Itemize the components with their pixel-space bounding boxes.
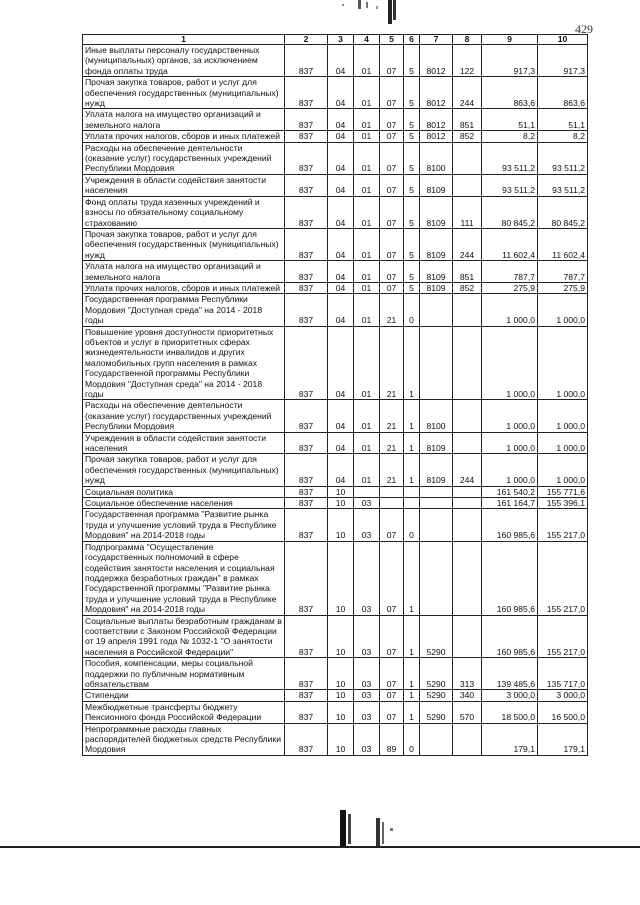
table-row bbox=[83, 615, 588, 658]
cell-c3: 10 bbox=[328, 509, 354, 541]
cell-c5: 07 bbox=[380, 658, 404, 690]
cell-c10: 93 511,2 bbox=[538, 174, 588, 196]
cell-c2: 837 bbox=[285, 131, 328, 142]
cell-c9: 1 000,0 bbox=[482, 294, 538, 326]
cell-c6: 0 bbox=[404, 509, 420, 541]
column-header: 7 bbox=[420, 35, 453, 45]
table-row bbox=[83, 142, 588, 174]
cell-c9: 1 000,0 bbox=[482, 432, 538, 454]
cell-c5: 21 bbox=[380, 454, 404, 486]
cell-c7: 8109 bbox=[420, 196, 453, 228]
cell-c5: 07 bbox=[380, 228, 404, 260]
table-row bbox=[83, 294, 588, 326]
cell-c7: 8100 bbox=[420, 400, 453, 432]
cell-name: Подпрограмма "Осуществление государственных полномочий в сфере содействия занятости населения и социальная поддержка безработных граждан" в рамках Государственной программы "Развитие рынка труда и улучшение условий труда в Республике Мордовия" на 2014-2018 годы bbox=[83, 541, 285, 615]
cell-name: Прочая закупка товаров, работ и услуг для обеспечения государственных (муниципальных) нужд bbox=[83, 228, 285, 260]
table-row bbox=[83, 658, 588, 690]
cell-c10: 155 396,1 bbox=[538, 498, 588, 509]
cell-c5: 21 bbox=[380, 432, 404, 454]
cell-c3: 04 bbox=[328, 282, 354, 293]
cell-c4: 01 bbox=[354, 326, 380, 400]
cell-c9: 863,6 bbox=[482, 77, 538, 109]
cell-c6: 1 bbox=[404, 432, 420, 454]
cell-name: Социальная политика bbox=[83, 486, 285, 497]
cell-c10: 1 000,0 bbox=[538, 432, 588, 454]
cell-c2: 837 bbox=[285, 261, 328, 283]
cell-c8: 111 bbox=[453, 196, 482, 228]
cell-c6: 1 bbox=[404, 615, 420, 658]
cell-c10: 155 217,0 bbox=[538, 541, 588, 615]
cell-c2: 837 bbox=[285, 690, 328, 701]
cell-c2: 837 bbox=[285, 45, 328, 77]
cell-c8 bbox=[453, 486, 482, 497]
table-header-row bbox=[83, 35, 588, 45]
cell-c4: 03 bbox=[354, 509, 380, 541]
cell-name: Государственная программа Республики Мордовия "Доступная среда" на 2014 - 2018 годы bbox=[83, 294, 285, 326]
cell-c9: 18 500,0 bbox=[482, 701, 538, 723]
cell-name: Фонд оплаты труда казенных учреждений и взносы по обязательному социальному страхованию bbox=[83, 196, 285, 228]
cell-c3: 10 bbox=[328, 541, 354, 615]
cell-c7: 5290 bbox=[420, 690, 453, 701]
cell-c9: 917,3 bbox=[482, 45, 538, 77]
cell-c7: 8109 bbox=[420, 261, 453, 283]
cell-c6: 5 bbox=[404, 282, 420, 293]
table-row bbox=[83, 174, 588, 196]
cell-c2: 837 bbox=[285, 196, 328, 228]
page-number: 429 bbox=[575, 22, 593, 36]
table-row bbox=[83, 228, 588, 260]
cell-c9: 8,2 bbox=[482, 131, 538, 142]
cell-c4: 01 bbox=[354, 77, 380, 109]
cell-c3: 04 bbox=[328, 432, 354, 454]
cell-c10: 11 602,4 bbox=[538, 228, 588, 260]
cell-c7: 8012 bbox=[420, 45, 453, 77]
cell-c6: 0 bbox=[404, 723, 420, 755]
cell-c4: 01 bbox=[354, 228, 380, 260]
cell-c3: 04 bbox=[328, 228, 354, 260]
cell-c4 bbox=[354, 486, 380, 497]
cell-c3: 10 bbox=[328, 498, 354, 509]
cell-c4: 01 bbox=[354, 109, 380, 131]
cell-c4: 01 bbox=[354, 174, 380, 196]
cell-c4: 03 bbox=[354, 658, 380, 690]
cell-c10: 3 000,0 bbox=[538, 690, 588, 701]
cell-c6: 5 bbox=[404, 261, 420, 283]
cell-c5: 07 bbox=[380, 142, 404, 174]
table-row bbox=[83, 326, 588, 400]
table-row bbox=[83, 541, 588, 615]
cell-c10: 80 845,2 bbox=[538, 196, 588, 228]
cell-c4: 03 bbox=[354, 498, 380, 509]
cell-c6 bbox=[404, 498, 420, 509]
cell-name: Пособия, компенсации, меры социальной поддержки по публичным нормативным обязательствам bbox=[83, 658, 285, 690]
cell-c3: 10 bbox=[328, 615, 354, 658]
cell-name: Расходы на обеспечение деятельности (оказание услуг) государственных учреждений Республики Мордовия bbox=[83, 400, 285, 432]
cell-c7: 8109 bbox=[420, 228, 453, 260]
cell-c3: 04 bbox=[328, 174, 354, 196]
cell-name: Иные выплаты персоналу государственных (муниципальных) органов, за исключением фонда оплаты труда bbox=[83, 45, 285, 77]
cell-c9: 160 985,6 bbox=[482, 615, 538, 658]
cell-c2: 837 bbox=[285, 228, 328, 260]
cell-c6: 1 bbox=[404, 400, 420, 432]
cell-c2: 837 bbox=[285, 109, 328, 131]
cell-c3: 04 bbox=[328, 196, 354, 228]
cell-c2: 837 bbox=[285, 282, 328, 293]
cell-c6: 5 bbox=[404, 196, 420, 228]
cell-c10: 917,3 bbox=[538, 45, 588, 77]
cell-c7: 5290 bbox=[420, 615, 453, 658]
cell-name: Стипендии bbox=[83, 690, 285, 701]
cell-c3: 10 bbox=[328, 658, 354, 690]
cell-c2: 837 bbox=[285, 701, 328, 723]
cell-c6: 1 bbox=[404, 690, 420, 701]
table-row bbox=[83, 45, 588, 77]
cell-c7: 8012 bbox=[420, 131, 453, 142]
cell-c10: 16 500,0 bbox=[538, 701, 588, 723]
cell-c7: 5290 bbox=[420, 701, 453, 723]
table-row bbox=[83, 723, 588, 755]
cell-c2: 837 bbox=[285, 294, 328, 326]
cell-c4: 01 bbox=[354, 261, 380, 283]
scan-artifact-bottom bbox=[330, 808, 410, 848]
column-header: 9 bbox=[482, 35, 538, 45]
cell-c5 bbox=[380, 486, 404, 497]
cell-c8 bbox=[453, 541, 482, 615]
cell-c2: 837 bbox=[285, 432, 328, 454]
cell-c8 bbox=[453, 615, 482, 658]
column-header: 2 bbox=[285, 35, 328, 45]
cell-c5: 07 bbox=[380, 45, 404, 77]
cell-c5: 07 bbox=[380, 109, 404, 131]
column-header: 6 bbox=[404, 35, 420, 45]
cell-c5: 07 bbox=[380, 131, 404, 142]
cell-c8: 852 bbox=[453, 282, 482, 293]
cell-c10: 863,6 bbox=[538, 77, 588, 109]
cell-c7 bbox=[420, 486, 453, 497]
cell-c10: 1 000,0 bbox=[538, 400, 588, 432]
cell-c2: 837 bbox=[285, 509, 328, 541]
cell-c3: 04 bbox=[328, 400, 354, 432]
cell-name: Межбюджетные трансферты бюджету Пенсионного фонда Российской Федерации bbox=[83, 701, 285, 723]
cell-c8 bbox=[453, 174, 482, 196]
cell-name: Учреждения в области содействия занятости населения bbox=[83, 432, 285, 454]
cell-c8 bbox=[453, 400, 482, 432]
cell-c8 bbox=[453, 509, 482, 541]
cell-c8: 244 bbox=[453, 77, 482, 109]
cell-c4: 03 bbox=[354, 615, 380, 658]
cell-c2: 837 bbox=[285, 658, 328, 690]
cell-c9: 139 485,6 bbox=[482, 658, 538, 690]
cell-c9: 1 000,0 bbox=[482, 454, 538, 486]
cell-c9: 787,7 bbox=[482, 261, 538, 283]
cell-c8: 852 bbox=[453, 131, 482, 142]
cell-c3: 04 bbox=[328, 109, 354, 131]
cell-c4: 01 bbox=[354, 400, 380, 432]
cell-name: Непрограммные расходы главных распорядителей бюджетных средств Республики Мордовия bbox=[83, 723, 285, 755]
cell-c7: 8109 bbox=[420, 282, 453, 293]
cell-c5: 07 bbox=[380, 282, 404, 293]
table-row bbox=[83, 454, 588, 486]
cell-c9: 93 511,2 bbox=[482, 174, 538, 196]
cell-c9: 275,9 bbox=[482, 282, 538, 293]
cell-c7 bbox=[420, 294, 453, 326]
cell-c9: 80 845,2 bbox=[482, 196, 538, 228]
cell-c7 bbox=[420, 723, 453, 755]
cell-c4: 03 bbox=[354, 541, 380, 615]
cell-c5: 07 bbox=[380, 615, 404, 658]
cell-c6: 5 bbox=[404, 142, 420, 174]
cell-c5: 07 bbox=[380, 196, 404, 228]
table-row bbox=[83, 432, 588, 454]
bottom-rule bbox=[0, 846, 640, 848]
cell-c9: 179,1 bbox=[482, 723, 538, 755]
cell-c5: 21 bbox=[380, 326, 404, 400]
column-header: 10 bbox=[538, 35, 588, 45]
cell-c10: 8,2 bbox=[538, 131, 588, 142]
table-row bbox=[83, 400, 588, 432]
cell-c7: 8012 bbox=[420, 77, 453, 109]
cell-c8: 851 bbox=[453, 109, 482, 131]
cell-c3: 10 bbox=[328, 690, 354, 701]
cell-c4: 03 bbox=[354, 690, 380, 701]
table-row bbox=[83, 509, 588, 541]
cell-c3: 10 bbox=[328, 701, 354, 723]
cell-c3: 04 bbox=[328, 294, 354, 326]
cell-c2: 837 bbox=[285, 486, 328, 497]
table-row bbox=[83, 701, 588, 723]
cell-c6: 5 bbox=[404, 45, 420, 77]
table-row bbox=[83, 690, 588, 701]
cell-c10: 51,1 bbox=[538, 109, 588, 131]
cell-c10: 155 217,0 bbox=[538, 615, 588, 658]
cell-c6: 1 bbox=[404, 541, 420, 615]
table-row bbox=[83, 196, 588, 228]
cell-c3: 04 bbox=[328, 142, 354, 174]
cell-c10: 275,9 bbox=[538, 282, 588, 293]
cell-c8: 244 bbox=[453, 454, 482, 486]
cell-c9: 160 985,6 bbox=[482, 541, 538, 615]
column-header: 3 bbox=[328, 35, 354, 45]
cell-c5: 07 bbox=[380, 174, 404, 196]
cell-c6: 5 bbox=[404, 77, 420, 109]
cell-c4: 03 bbox=[354, 723, 380, 755]
cell-c2: 837 bbox=[285, 454, 328, 486]
cell-c3: 10 bbox=[328, 486, 354, 497]
cell-c7: 8012 bbox=[420, 109, 453, 131]
cell-c5 bbox=[380, 498, 404, 509]
cell-c4: 01 bbox=[354, 131, 380, 142]
cell-c6 bbox=[404, 486, 420, 497]
cell-c2: 837 bbox=[285, 142, 328, 174]
cell-c10: 135 717,0 bbox=[538, 658, 588, 690]
cell-c6: 0 bbox=[404, 294, 420, 326]
cell-c6: 1 bbox=[404, 701, 420, 723]
cell-c4: 01 bbox=[354, 454, 380, 486]
table-row bbox=[83, 131, 588, 142]
table-row bbox=[83, 282, 588, 293]
cell-c2: 837 bbox=[285, 326, 328, 400]
cell-c9: 11 602,4 bbox=[482, 228, 538, 260]
column-header: 1 bbox=[83, 35, 285, 45]
cell-name: Учреждения в области содействия занятости населения bbox=[83, 174, 285, 196]
cell-c7 bbox=[420, 326, 453, 400]
cell-name: Уплата налога на имущество организаций и земельного налога bbox=[83, 109, 285, 131]
cell-c4: 03 bbox=[354, 701, 380, 723]
cell-c7 bbox=[420, 498, 453, 509]
cell-c8: 851 bbox=[453, 261, 482, 283]
cell-name: Уплата прочих налогов, сборов и иных платежей bbox=[83, 282, 285, 293]
cell-c9: 161 164,7 bbox=[482, 498, 538, 509]
cell-c8 bbox=[453, 723, 482, 755]
cell-c8 bbox=[453, 294, 482, 326]
cell-c3: 04 bbox=[328, 326, 354, 400]
cell-c10: 1 000,0 bbox=[538, 454, 588, 486]
cell-c6: 5 bbox=[404, 131, 420, 142]
cell-c6: 1 bbox=[404, 454, 420, 486]
budget-table bbox=[82, 34, 588, 756]
cell-c8: 570 bbox=[453, 701, 482, 723]
table-row bbox=[83, 498, 588, 509]
cell-c9: 51,1 bbox=[482, 109, 538, 131]
cell-c3: 04 bbox=[328, 77, 354, 109]
cell-c9: 160 985,6 bbox=[482, 509, 538, 541]
cell-c7: 8109 bbox=[420, 432, 453, 454]
cell-c2: 837 bbox=[285, 400, 328, 432]
cell-c3: 10 bbox=[328, 723, 354, 755]
table-row bbox=[83, 109, 588, 131]
cell-name: Уплата прочих налогов, сборов и иных платежей bbox=[83, 131, 285, 142]
cell-name: Социальные выплаты безработным гражданам в соответствии с Законом Российской Федерации от 19 апреля 1991 года № 1032-1 "О занятости населения в Российской Федерации" bbox=[83, 615, 285, 658]
cell-c8 bbox=[453, 432, 482, 454]
cell-c8: 313 bbox=[453, 658, 482, 690]
cell-name: Уплата налога на имущество организаций и земельного налога bbox=[83, 261, 285, 283]
cell-c6: 1 bbox=[404, 326, 420, 400]
cell-c6: 5 bbox=[404, 174, 420, 196]
table-row bbox=[83, 77, 588, 109]
cell-c4: 01 bbox=[354, 432, 380, 454]
cell-c7: 8109 bbox=[420, 454, 453, 486]
cell-c2: 837 bbox=[285, 615, 328, 658]
cell-c5: 07 bbox=[380, 261, 404, 283]
cell-c8 bbox=[453, 142, 482, 174]
cell-name: Прочая закупка товаров, работ и услуг для обеспечения государственных (муниципальных) нужд bbox=[83, 454, 285, 486]
cell-c9: 161 540,2 bbox=[482, 486, 538, 497]
table-row bbox=[83, 486, 588, 497]
cell-c8: 244 bbox=[453, 228, 482, 260]
cell-c3: 04 bbox=[328, 261, 354, 283]
cell-c8 bbox=[453, 326, 482, 400]
cell-c10: 1 000,0 bbox=[538, 294, 588, 326]
table-row bbox=[83, 261, 588, 283]
cell-c5: 21 bbox=[380, 294, 404, 326]
cell-c7: 8100 bbox=[420, 142, 453, 174]
cell-c5: 07 bbox=[380, 690, 404, 701]
cell-c9: 3 000,0 bbox=[482, 690, 538, 701]
cell-c8 bbox=[453, 498, 482, 509]
cell-c5: 89 bbox=[380, 723, 404, 755]
cell-c3: 04 bbox=[328, 131, 354, 142]
cell-c2: 837 bbox=[285, 77, 328, 109]
column-header: 5 bbox=[380, 35, 404, 45]
cell-c5: 07 bbox=[380, 701, 404, 723]
cell-c2: 837 bbox=[285, 498, 328, 509]
cell-c7: 8109 bbox=[420, 174, 453, 196]
cell-c2: 837 bbox=[285, 174, 328, 196]
cell-c4: 01 bbox=[354, 142, 380, 174]
cell-c4: 01 bbox=[354, 294, 380, 326]
cell-c4: 01 bbox=[354, 45, 380, 77]
cell-c5: 07 bbox=[380, 509, 404, 541]
cell-c10: 155 217,0 bbox=[538, 509, 588, 541]
cell-c5: 07 bbox=[380, 77, 404, 109]
cell-c7: 5290 bbox=[420, 658, 453, 690]
cell-c10: 787,7 bbox=[538, 261, 588, 283]
cell-c7 bbox=[420, 541, 453, 615]
cell-name: Государственная программа "Развитие рынка труда и улучшение условий труда в Республике Мордовия" на 2014-2018 годы bbox=[83, 509, 285, 541]
cell-c8: 122 bbox=[453, 45, 482, 77]
cell-name: Повышение уровня доступности приоритетных объектов и услуг в приоритетных сферах жизнедеятельности инвалидов и других маломобильных групп населения в рамках Государственной программы Республики Мордовия "Доступная среда" на 2014 - 2018 годы bbox=[83, 326, 285, 400]
column-header: 8 bbox=[453, 35, 482, 45]
cell-c3: 04 bbox=[328, 45, 354, 77]
cell-c6: 1 bbox=[404, 658, 420, 690]
cell-name: Социальное обеспечение населения bbox=[83, 498, 285, 509]
cell-c8: 340 bbox=[453, 690, 482, 701]
cell-c4: 01 bbox=[354, 196, 380, 228]
cell-c6: 5 bbox=[404, 228, 420, 260]
cell-c3: 04 bbox=[328, 454, 354, 486]
scan-artifact-top bbox=[336, 0, 406, 26]
cell-c2: 837 bbox=[285, 723, 328, 755]
cell-c10: 93 511,2 bbox=[538, 142, 588, 174]
cell-c9: 1 000,0 bbox=[482, 400, 538, 432]
cell-c6: 5 bbox=[404, 109, 420, 131]
cell-c10: 1 000,0 bbox=[538, 326, 588, 400]
cell-name: Расходы на обеспечение деятельности (оказание услуг) государственных учреждений Республики Мордовия bbox=[83, 142, 285, 174]
cell-c10: 155 771,6 bbox=[538, 486, 588, 497]
cell-c5: 21 bbox=[380, 400, 404, 432]
cell-c2: 837 bbox=[285, 541, 328, 615]
cell-c9: 1 000,0 bbox=[482, 326, 538, 400]
column-header: 4 bbox=[354, 35, 380, 45]
cell-c9: 93 511,2 bbox=[482, 142, 538, 174]
cell-c10: 179,1 bbox=[538, 723, 588, 755]
cell-c7 bbox=[420, 509, 453, 541]
cell-c5: 07 bbox=[380, 541, 404, 615]
cell-name: Прочая закупка товаров, работ и услуг для обеспечения государственных (муниципальных) нужд bbox=[83, 77, 285, 109]
cell-c4: 01 bbox=[354, 282, 380, 293]
